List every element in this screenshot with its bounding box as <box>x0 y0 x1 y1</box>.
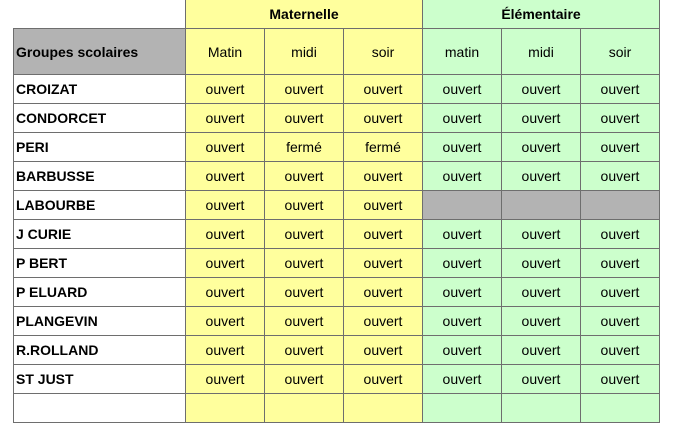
table-row <box>14 336 660 365</box>
table-row <box>14 365 660 394</box>
groupes-scolaires-header: Groupes scolaires <box>14 29 186 75</box>
maternelle-matin-cell: ouvert <box>186 307 265 336</box>
school-name-cell: BARBUSSE <box>14 162 186 191</box>
elementaire-soir-cell: ouvert <box>581 220 660 249</box>
elementaire-matin-cell: ouvert <box>423 133 502 162</box>
maternelle-matin-cell: ouvert <box>186 191 265 220</box>
school-name-cell: PLANGEVIN <box>14 307 186 336</box>
elementaire-midi-cell: ouvert <box>502 365 581 394</box>
school-name-cell: J CURIE <box>14 220 186 249</box>
school-name-cell: CONDORCET <box>14 104 186 133</box>
maternelle-matin-cell: ouvert <box>186 220 265 249</box>
maternelle-matin-cell: ouvert <box>186 104 265 133</box>
elementaire-soir-cell: ouvert <box>581 75 660 104</box>
elementaire-soir-cell: ouvert <box>581 307 660 336</box>
maternelle-header: Maternelle <box>186 0 423 29</box>
elementaire-matin-cell: ouvert <box>423 278 502 307</box>
elementaire-soir-cell: ouvert <box>581 133 660 162</box>
elementaire-soir-cell: ouvert <box>581 162 660 191</box>
maternelle-midi-cell: ouvert <box>265 307 344 336</box>
school-name-cell: CROIZAT <box>14 75 186 104</box>
maternelle-soir-cell: ouvert <box>344 191 423 220</box>
table-row <box>14 191 660 220</box>
school-name-cell: P BERT <box>14 249 186 278</box>
maternelle-soir-cell: ouvert <box>344 278 423 307</box>
elementaire-header: Élémentaire <box>423 0 660 29</box>
school-name-cell: PERI <box>14 133 186 162</box>
maternelle-soir-cell: ouvert <box>344 336 423 365</box>
maternelle-midi-cell: ouvert <box>265 278 344 307</box>
school-name-cell: R.ROLLAND <box>14 336 186 365</box>
elementaire-midi-cell: ouvert <box>502 220 581 249</box>
partial-cell <box>344 394 423 423</box>
elementaire-matin-cell: ouvert <box>423 249 502 278</box>
maternelle-matin-cell: ouvert <box>186 75 265 104</box>
maternelle-midi-cell: ouvert <box>265 336 344 365</box>
maternelle-soir-cell: ouvert <box>344 104 423 133</box>
table-row <box>14 133 660 162</box>
table-row <box>14 307 660 336</box>
maternelle-soir-cell: ouvert <box>344 220 423 249</box>
maternelle-soir-cell: ouvert <box>344 249 423 278</box>
elementaire-midi-header: midi <box>502 29 581 75</box>
elementaire-midi-cell: ouvert <box>502 336 581 365</box>
elementaire-midi-cell: ouvert <box>502 162 581 191</box>
elementaire-soir-cell: ouvert <box>581 336 660 365</box>
elementaire-midi-empty-cell <box>502 191 581 220</box>
maternelle-midi-cell: ouvert <box>265 75 344 104</box>
elementaire-midi-cell: ouvert <box>502 104 581 133</box>
maternelle-matin-cell: ouvert <box>186 336 265 365</box>
maternelle-soir-cell: ouvert <box>344 365 423 394</box>
elementaire-soir-cell: ouvert <box>581 278 660 307</box>
maternelle-midi-cell: ouvert <box>265 220 344 249</box>
elementaire-matin-cell: ouvert <box>423 162 502 191</box>
partial-cell <box>265 394 344 423</box>
elementaire-soir-cell: ouvert <box>581 365 660 394</box>
school-name-cell: ST JUST <box>14 365 186 394</box>
maternelle-matin-cell: ouvert <box>186 278 265 307</box>
table-row <box>14 162 660 191</box>
elementaire-soir-cell: ouvert <box>581 249 660 278</box>
maternelle-midi-cell: ouvert <box>265 162 344 191</box>
table-row <box>14 75 660 104</box>
elementaire-soir-cell: ouvert <box>581 104 660 133</box>
maternelle-soir-header: soir <box>344 29 423 75</box>
school-name-cell: LABOURBE <box>14 191 186 220</box>
maternelle-midi-cell: ouvert <box>265 104 344 133</box>
elementaire-soir-header: soir <box>581 29 660 75</box>
partial-cell <box>14 394 186 423</box>
elementaire-matin-header: matin <box>423 29 502 75</box>
elementaire-midi-cell: ouvert <box>502 307 581 336</box>
school-name-cell: P ELUARD <box>14 278 186 307</box>
elementaire-matin-cell: ouvert <box>423 365 502 394</box>
maternelle-matin-cell: ouvert <box>186 133 265 162</box>
maternelle-matin-cell: ouvert <box>186 249 265 278</box>
maternelle-matin-header: Matin <box>186 29 265 75</box>
elementaire-midi-cell: ouvert <box>502 278 581 307</box>
maternelle-matin-cell: ouvert <box>186 162 265 191</box>
elementaire-matin-cell: ouvert <box>423 104 502 133</box>
maternelle-soir-cell: ouvert <box>344 162 423 191</box>
table-row-partial <box>14 394 660 423</box>
maternelle-soir-cell: ouvert <box>344 75 423 104</box>
maternelle-midi-cell: ouvert <box>265 191 344 220</box>
partial-cell <box>502 394 581 423</box>
table-row <box>14 220 660 249</box>
elementaire-matin-cell: ouvert <box>423 307 502 336</box>
maternelle-matin-cell: ouvert <box>186 365 265 394</box>
column-header-row <box>14 29 660 75</box>
school-schedule-table <box>13 0 660 423</box>
partial-cell <box>186 394 265 423</box>
partial-cell <box>423 394 502 423</box>
maternelle-midi-cell: fermé <box>265 133 344 162</box>
maternelle-soir-cell: fermé <box>344 133 423 162</box>
elementaire-midi-cell: ouvert <box>502 133 581 162</box>
partial-cell <box>581 394 660 423</box>
elementaire-matin-cell: ouvert <box>423 220 502 249</box>
table-row <box>14 278 660 307</box>
elementaire-soir-empty-cell <box>581 191 660 220</box>
maternelle-midi-cell: ouvert <box>265 249 344 278</box>
elementaire-matin-cell: ouvert <box>423 336 502 365</box>
maternelle-midi-header: midi <box>265 29 344 75</box>
table-row <box>14 104 660 133</box>
elementaire-matin-cell: ouvert <box>423 75 502 104</box>
blank-corner-cell <box>14 0 186 29</box>
elementaire-matin-empty-cell <box>423 191 502 220</box>
group-header-row <box>14 0 660 29</box>
maternelle-soir-cell: ouvert <box>344 307 423 336</box>
table-row <box>14 249 660 278</box>
elementaire-midi-cell: ouvert <box>502 75 581 104</box>
elementaire-midi-cell: ouvert <box>502 249 581 278</box>
maternelle-midi-cell: ouvert <box>265 365 344 394</box>
